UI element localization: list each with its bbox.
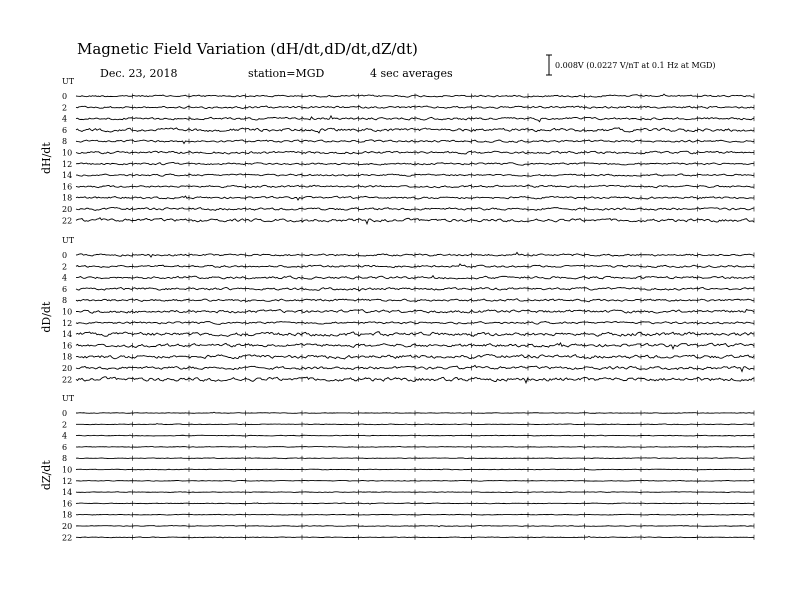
date-label: Dec. 23, 2018 <box>100 67 178 80</box>
row-label: 4 <box>62 114 68 124</box>
row-label: 12 <box>62 159 73 169</box>
row-label: 14 <box>62 330 73 340</box>
panel-label: dZ/dt <box>40 460 53 491</box>
ut-label: UT <box>62 236 75 245</box>
panel-label: dH/dt <box>40 142 53 175</box>
row-label: 20 <box>62 205 73 214</box>
row-label: 12 <box>62 476 73 486</box>
row-label: 22 <box>62 533 73 543</box>
row-label: 0 <box>62 409 68 418</box>
row-label: 16 <box>62 499 73 509</box>
row-label: 16 <box>62 182 73 192</box>
row-label: 22 <box>62 375 73 385</box>
ut-label: UT <box>62 394 75 403</box>
row-label: 20 <box>62 522 73 531</box>
row-label: 0 <box>62 251 68 260</box>
row-label: 18 <box>62 352 73 362</box>
row-label: 12 <box>62 318 73 328</box>
row-label: 2 <box>62 420 68 430</box>
panel-2 <box>40 236 754 384</box>
row-label: 10 <box>62 465 73 475</box>
row-label: 18 <box>62 193 73 203</box>
row-label: 8 <box>62 454 68 464</box>
row-label: 2 <box>62 262 68 272</box>
row-label: 18 <box>62 510 73 520</box>
averaging-label: 4 sec averages <box>370 67 453 80</box>
row-label: 0 <box>62 92 68 101</box>
chart-title: Magnetic Field Variation (dH/dt,dD/dt,dZ/dt) <box>77 40 418 58</box>
row-label: 14 <box>62 488 73 498</box>
station-label: station=MGD <box>248 67 325 80</box>
row-label: 6 <box>62 442 68 452</box>
row-label: 10 <box>62 307 73 317</box>
panels <box>40 77 754 542</box>
row-label: 22 <box>62 216 73 226</box>
row-label: 4 <box>62 431 68 441</box>
scale-bar <box>546 55 716 75</box>
row-label: 6 <box>62 284 68 294</box>
row-label: 2 <box>62 103 68 113</box>
panel-1 <box>40 77 754 225</box>
row-label: 6 <box>62 125 68 135</box>
row-label: 16 <box>62 341 73 351</box>
row-label: 10 <box>62 148 73 158</box>
panel-label: dD/dt <box>40 301 53 333</box>
row-label: 8 <box>62 296 68 306</box>
scale-label: 0.008V (0.0227 V/nT at 0.1 Hz at MGD) <box>555 61 716 70</box>
row-label: 4 <box>62 273 68 283</box>
row-label: 8 <box>62 137 68 147</box>
ut-label: UT <box>62 77 75 86</box>
panel-3 <box>40 394 754 542</box>
row-label: 14 <box>62 171 73 181</box>
row-label: 20 <box>62 364 73 373</box>
